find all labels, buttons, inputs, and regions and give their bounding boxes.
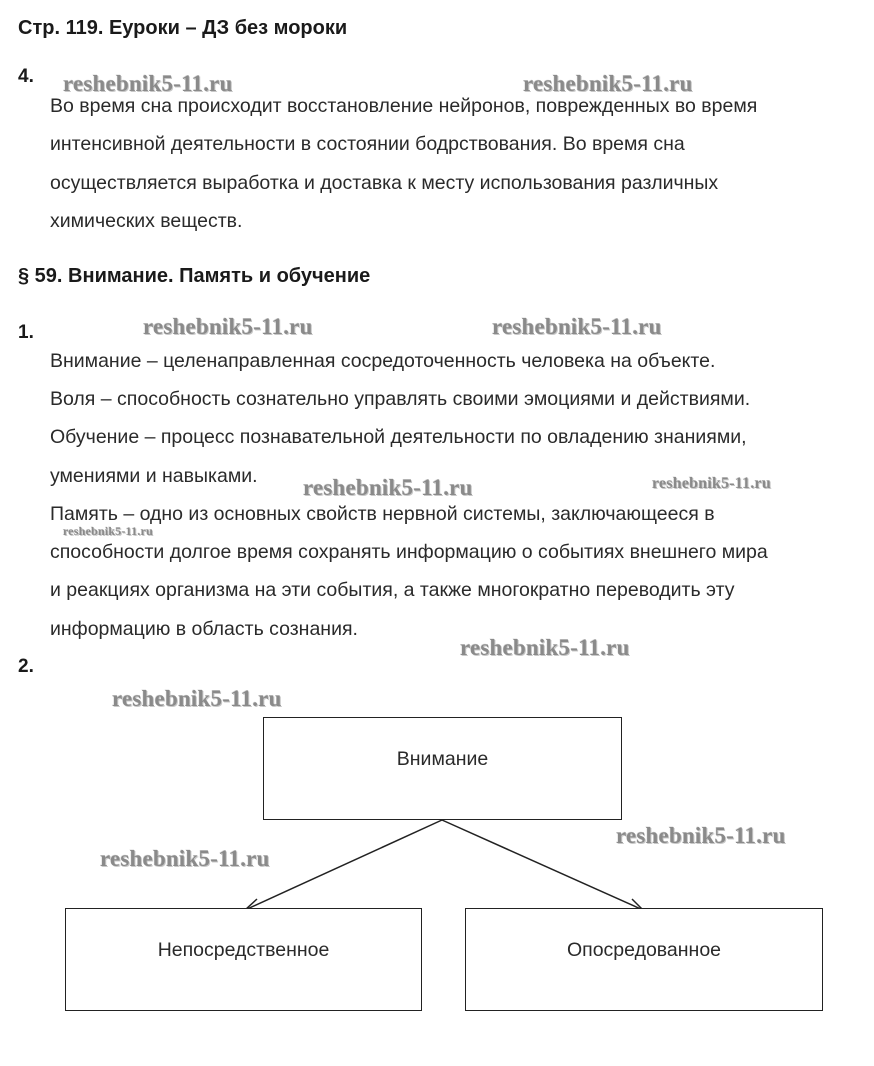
watermark: reshebnik5-11.ru xyxy=(112,686,282,711)
task-4-number: 4. xyxy=(18,66,34,87)
diagram-root-box xyxy=(263,717,622,820)
watermark: reshebnik5-11.ru xyxy=(652,475,771,492)
task-1-number: 1. xyxy=(18,322,34,343)
task-1-line-2: Воля – способность сознательно управлять своими эмоциями и действиями. xyxy=(50,388,751,410)
task-4-line-1: Во время сна происходит восстановление нейронов, поврежденных во время xyxy=(50,95,758,117)
arrow-line-left xyxy=(245,820,442,910)
watermark: reshebnik5-11.ru xyxy=(523,71,693,96)
arrow-line-right xyxy=(442,820,643,910)
watermark: reshebnik5-11.ru xyxy=(492,314,662,339)
page-title: Стр. 119. Еуроки – ДЗ без мороки xyxy=(18,17,348,39)
section-title: § 59. Внимание. Память и обучение xyxy=(18,265,371,287)
task-1-line-4: умениями и навыками. xyxy=(50,465,258,487)
watermark: reshebnik5-11.ru xyxy=(63,71,233,96)
diagram-root-label: Внимание xyxy=(396,748,489,770)
watermark: reshebnik5-11.ru xyxy=(63,524,153,538)
task-2-number: 2. xyxy=(18,656,34,677)
diagram-right-label: Опосредованное xyxy=(566,939,722,961)
task-1-line-7: и реакциях организма на эти события, а также многократно переводить эту xyxy=(50,579,735,601)
task-4-line-3: осуществляется выработка и доставка к месту использования различных xyxy=(50,172,719,194)
watermark: reshebnik5-11.ru xyxy=(616,823,786,848)
task-4-line-2: интенсивной деятельности в состоянии бодрствования. Во время сна xyxy=(50,133,685,155)
watermark: reshebnik5-11.ru xyxy=(460,635,630,660)
task-4-line-4: химических веществ. xyxy=(50,210,243,232)
diagram-right-box xyxy=(465,908,823,1011)
task-1-line-1: Внимание – целенаправленная сосредоточенность человека на объекте. xyxy=(50,350,716,372)
task-1-line-3: Обучение – процесс познавательной деятельности по овладению знаниями, xyxy=(50,426,747,448)
task-1-line-5: Память – одно из основных свойств нервной системы, заключающееся в xyxy=(50,503,715,525)
diagram-left-box xyxy=(65,908,422,1011)
task-1-line-8: информацию в область сознания. xyxy=(50,618,358,640)
watermark: reshebnik5-11.ru xyxy=(143,314,313,339)
task-1-line-6: способности долгое время сохранять информацию о событиях внешнего мира xyxy=(50,541,768,563)
watermark: reshebnik5-11.ru xyxy=(100,846,270,871)
watermark: reshebnik5-11.ru xyxy=(303,475,473,500)
diagram-left-label: Непосредственное xyxy=(157,939,330,961)
